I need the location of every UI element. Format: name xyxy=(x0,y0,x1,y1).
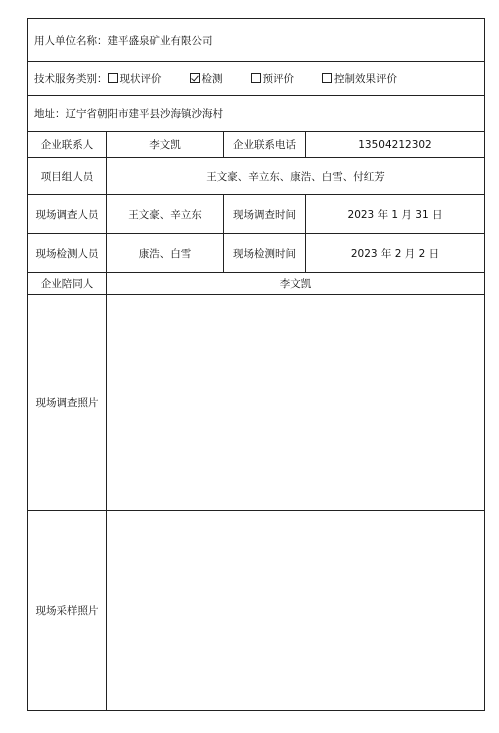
service-option-control-effect-evaluation[interactable] xyxy=(322,73,411,85)
contact-label: 企业联系人 xyxy=(28,132,107,158)
service-option-label: 预评价 xyxy=(262,73,294,85)
form-table xyxy=(27,18,485,711)
sampling-photo-row xyxy=(28,511,485,711)
employer-row xyxy=(28,19,485,62)
survey-row xyxy=(28,195,485,234)
service-option-label: 控制效果评价 xyxy=(334,73,397,85)
survey-photo-row xyxy=(28,295,485,511)
sampling-photo-area xyxy=(107,511,485,711)
survey-photo-label: 现场调查照片 xyxy=(28,295,107,511)
team-row xyxy=(28,158,485,195)
escort-value: 李文凯 xyxy=(107,273,485,295)
test-row xyxy=(28,234,485,273)
checkbox-icon[interactable] xyxy=(251,73,261,83)
survey-time-value: 2023 年 1 月 31 日 xyxy=(306,195,485,234)
checkbox-icon[interactable] xyxy=(108,73,118,83)
employer-cell: 用人单位名称：建平盛泉矿业有限公司 xyxy=(28,19,485,62)
service-option-label: 现状评价 xyxy=(119,73,162,85)
contact-row xyxy=(28,132,485,158)
test-time-value: 2023 年 2 月 2 日 xyxy=(306,234,485,273)
service-option-pre-evaluation[interactable] xyxy=(251,73,309,85)
escort-row xyxy=(28,273,485,295)
team-label: 项目组人员 xyxy=(28,158,107,195)
address-row xyxy=(28,96,485,132)
checkbox-icon[interactable] xyxy=(322,73,332,83)
contact-value: 李文凯 xyxy=(107,132,224,158)
service-type-label: 技术服务类别： xyxy=(34,73,108,85)
phone-value: 13504212302 xyxy=(306,132,485,158)
survey-staff-value: 王文豪、辛立东 xyxy=(107,195,224,234)
escort-label: 企业陪同人 xyxy=(28,273,107,295)
team-value: 王文豪、辛立东、康浩、白雪、付红芳 xyxy=(107,158,485,195)
survey-photo-area xyxy=(107,295,485,511)
test-staff-label: 现场检测人员 xyxy=(28,234,107,273)
checkbox-checked-icon[interactable] xyxy=(190,73,200,83)
phone-label: 企业联系电话 xyxy=(224,132,306,158)
survey-staff-label: 现场调查人员 xyxy=(28,195,107,234)
survey-record-form xyxy=(27,18,484,711)
service-option-label: 检测 xyxy=(201,73,223,85)
survey-time-label: 现场调查时间 xyxy=(224,195,306,234)
service-option-testing[interactable] xyxy=(190,73,237,85)
address-cell: 地址：辽宁省朝阳市建平县沙海镇沙海村 xyxy=(28,96,485,132)
service-type-cell xyxy=(28,62,485,96)
service-type-row xyxy=(28,62,485,96)
sampling-photo-label: 现场采样照片 xyxy=(28,511,107,711)
service-option-current-evaluation[interactable] xyxy=(108,73,176,85)
test-time-label: 现场检测时间 xyxy=(224,234,306,273)
test-staff-value: 康浩、白雪 xyxy=(107,234,224,273)
